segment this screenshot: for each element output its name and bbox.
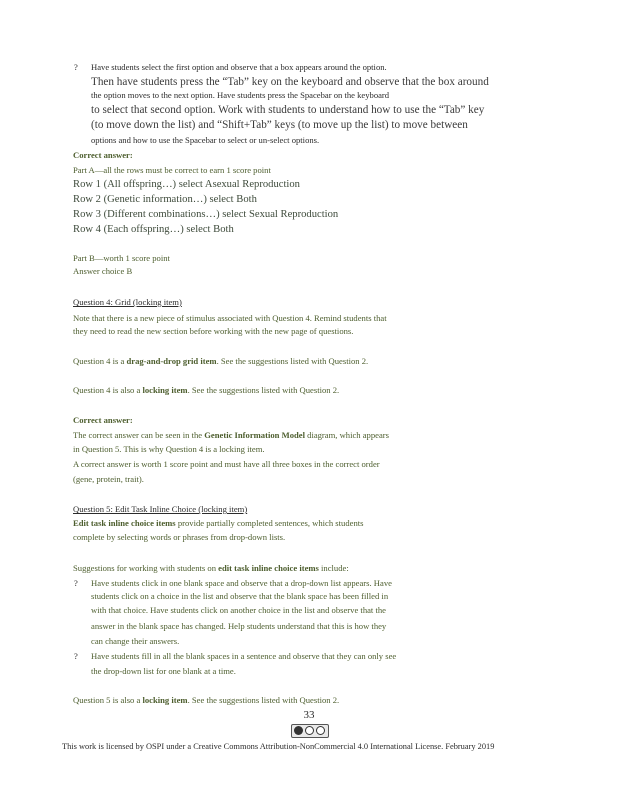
bullet-marker: ?	[74, 578, 78, 588]
part-a-row-4: Row 4 (Each offspring…) select Both	[73, 224, 234, 235]
q5-s2-line-2: the drop-down list for one blank at a time.	[91, 666, 236, 676]
q5-s1-line-2: students click on a choice in the list and observe that the blank space has been filled in	[91, 591, 389, 601]
q5-d1-post: provide partially completed sentences, which students	[177, 518, 364, 528]
q4-correct-line-4: (gene, protein, trait).	[73, 474, 144, 484]
license-footer: This work is licensed by OSPI under a Creative Commons Attribution-NonCommercial 4.0 International License. February 2019	[62, 742, 495, 751]
q4-lock-bold: locking item	[142, 385, 188, 395]
intro-line-3: the option moves to the next option. Have students press the Spacebar on the keyboard	[91, 90, 390, 100]
intro-line-4: to select that second option. Work with students to understand how to use the “Tab” key	[91, 104, 485, 116]
q5-desc-line-1	[73, 518, 543, 529]
question-5-title: Question 5: Edit Task Inline Choice (locking item)	[73, 504, 248, 514]
bullet-marker: ?	[74, 651, 78, 661]
q4-locking-line	[73, 385, 543, 396]
cc-circle-icon	[294, 726, 303, 735]
part-a-row-1: Row 1 (All offspring…) select Asexual Reproduction	[73, 179, 300, 190]
part-b-heading: Part B—worth 1 score point	[73, 253, 170, 263]
q4-correct-line-2: in Question 5. This is why Question 4 is a locking item.	[73, 444, 265, 454]
creative-commons-badge-icon	[291, 724, 329, 738]
q5-desc-line-2: complete by selecting words or phrases from drop-down lists.	[73, 532, 286, 542]
q4-correct-line-1	[73, 430, 543, 441]
q5-sugg-bold: edit task inline choice items	[218, 563, 319, 573]
q5-s1-line-3: with that choice. Have students click on another choice in the list and observe that the	[91, 605, 386, 615]
nc-circle-icon	[316, 726, 325, 735]
part-a-row-3: Row 3 (Different combinations…) select Sexual Reproduction	[73, 209, 339, 220]
q4-note-line-2: they need to read the new section before working with the new page of questions.	[73, 326, 354, 336]
correct-answer-heading: Correct answer:	[73, 150, 133, 160]
part-b-answer: Answer choice B	[73, 266, 133, 276]
part-a-heading: Part A—all the rows must be correct to earn 1 score point	[73, 165, 271, 175]
q5-lock-post: . See the suggestions listed with Question 2.	[187, 695, 340, 705]
q4-correct-answer-heading: Correct answer:	[73, 415, 133, 425]
q5-sugg-pre: Suggestions for working with students on	[73, 563, 216, 573]
q5-s1-line-5: can change their answers.	[91, 636, 180, 646]
q5-s1-line-1: Have students click in one blank space and observe that a drop-down list appears. Have	[91, 578, 392, 588]
bullet-marker: ?	[74, 62, 78, 72]
intro-line-5: (to move down the list) and “Shift+Tab” keys (to move up the list) to move between	[91, 119, 468, 131]
q5-s1-line-4: answer in the blank space has changed. Help students understand that this is how they	[91, 621, 387, 631]
q4-correct-line-3: A correct answer is worth 1 score point and must have all three boxes in the correct order	[73, 459, 380, 469]
q5-lock-bold: locking item	[142, 695, 188, 705]
q4-dnd-bold: drag-and-drop grid item	[126, 356, 217, 366]
q5-d1-bold: Edit task inline choice items	[73, 518, 176, 528]
page-number: 33	[303, 709, 315, 721]
q5-suggestions-line	[73, 563, 543, 574]
q5-sugg-post: include:	[321, 563, 349, 573]
q4-note-line-1: Note that there is a new piece of stimulus associated with Question 4. Remind students that	[73, 313, 387, 323]
q5-locking-line	[73, 695, 543, 706]
q4-dnd-post: . See the suggestions listed with Question 2.	[216, 356, 369, 366]
by-circle-icon	[305, 726, 314, 735]
q4-lock-post: . See the suggestions listed with Question 2.	[187, 385, 340, 395]
q4-c1-bold: Genetic Information Model	[204, 430, 305, 440]
q4-c1-post: diagram, which appears	[307, 430, 389, 440]
question-4-title: Question 4: Grid (locking item)	[73, 297, 182, 307]
q4-lock-pre: Question 4 is also a	[73, 385, 141, 395]
intro-line-1: Have students select the first option and observe that a box appears around the option.	[91, 62, 387, 72]
q5-lock-pre: Question 5 is also a	[73, 695, 141, 705]
q4-dnd-pre: Question 4 is a	[73, 356, 125, 366]
q4-c1-pre: The correct answer can be seen in the	[73, 430, 203, 440]
intro-line-2: Then have students press the “Tab” key on the keyboard and observe that the box around	[91, 76, 489, 88]
intro-line-6: options and how to use the Spacebar to select or un-select options.	[91, 135, 320, 145]
q5-s2-line-1: Have students fill in all the blank spaces in a sentence and observe that they can only see	[91, 651, 397, 661]
part-a-row-2: Row 2 (Genetic information…) select Both	[73, 194, 257, 205]
q4-item-type-line	[73, 356, 543, 367]
